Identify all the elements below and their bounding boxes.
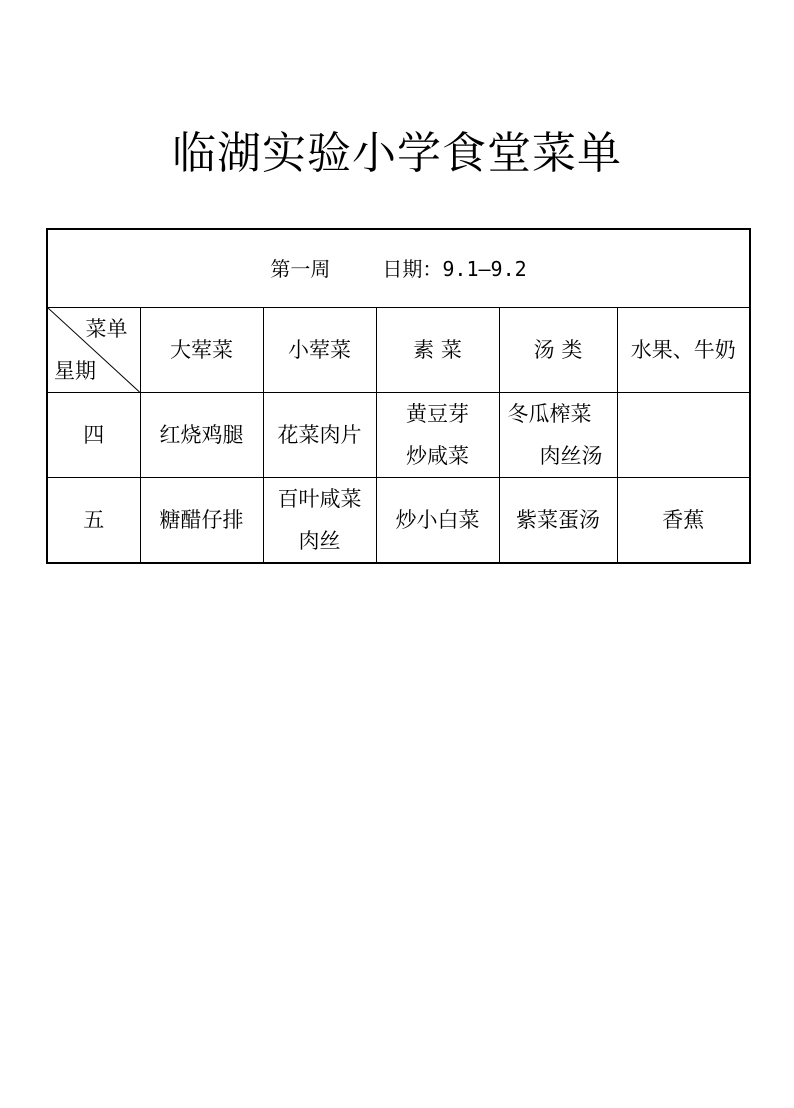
dish-cell: 香蕉 — [617, 478, 750, 564]
dish-cell: 百叶咸菜 肉丝 — [263, 478, 376, 564]
diagonal-header-cell — [47, 308, 140, 393]
dish-cell: 黄豆芽 炒咸菜 — [376, 393, 499, 478]
dish-cell: 冬瓜榨菜 肉丝汤 — [499, 393, 617, 478]
diagonal-label-weekday: 星期 — [54, 359, 96, 383]
date-range: 9.1—9.2 — [442, 256, 527, 281]
dish-cell: 糖醋仔排 — [140, 478, 263, 564]
dish-cell: 花菜肉片 — [263, 393, 376, 478]
table-row — [47, 478, 750, 564]
diagonal-label-menu: 菜单 — [85, 317, 128, 341]
column-header-main-meat: 大荤菜 — [140, 308, 263, 393]
column-header-vegetable: 素 菜 — [376, 308, 499, 393]
date-label: 日期： — [382, 256, 443, 281]
week-label: 第一周 — [270, 256, 331, 281]
column-header-side-meat: 小荤菜 — [263, 308, 376, 393]
day-cell: 四 — [47, 393, 140, 478]
menu-table — [46, 228, 751, 564]
column-header-soup: 汤 类 — [499, 308, 617, 393]
week-header-row — [47, 229, 750, 308]
column-header-fruit-milk: 水果、牛奶 — [617, 308, 750, 393]
dish-cell: 红烧鸡腿 — [140, 393, 263, 478]
table-row — [47, 393, 750, 478]
day-cell: 五 — [47, 478, 140, 564]
dish-cell: 炒小白菜 — [376, 478, 499, 564]
dish-cell-empty — [617, 393, 750, 478]
column-header-row — [47, 308, 750, 393]
week-info-cell — [47, 229, 750, 308]
page-title: 临湖实验小学食堂菜单 — [172, 128, 622, 179]
dish-cell: 紫菜蛋汤 — [499, 478, 617, 564]
